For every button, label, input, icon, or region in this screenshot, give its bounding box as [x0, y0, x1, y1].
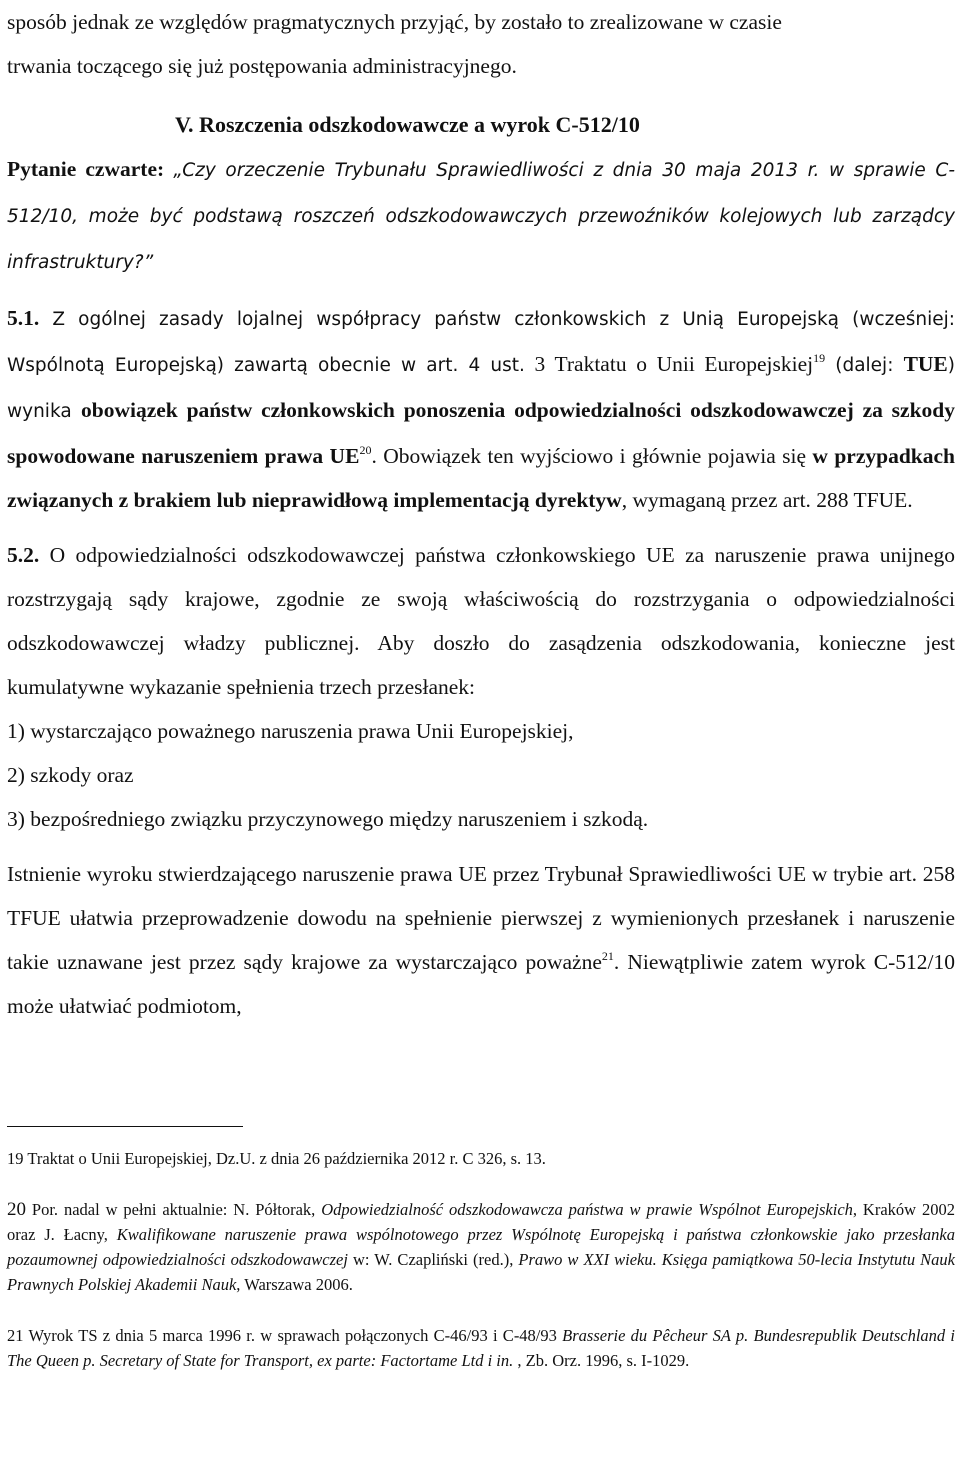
opening-line-1: sposób jednak ze względów pragmatycznych przyjąć, by zostało to zrealizowane w czasie: [7, 10, 782, 34]
paragraph-text: ) wynika: [7, 355, 955, 422]
footnote-title: Odpowiedzialność odszkodowawcza państwa w prawie Wspólnot Europejskich: [321, 1200, 853, 1219]
footnote-text: , Zb. Orz. 1996, s. I-1029.: [513, 1351, 690, 1370]
list-item: 2) szkody oraz: [7, 763, 134, 787]
footnote-text: , Warszawa 2006.: [236, 1275, 353, 1294]
paragraph-5-1: [7, 296, 955, 522]
footnote-number: 20: [7, 1199, 26, 1220]
footnote-text: w: W. Czapliński (red.),: [347, 1250, 519, 1269]
paragraph-text: (dalej:: [825, 355, 904, 376]
footnote-separator: [7, 1126, 243, 1127]
paragraph-text: Istnienie wyroku stwierdzającego naruszenie prawa UE przez Trybunał Sprawiedliwości UE w trybie art.: [7, 862, 918, 886]
paragraph-text: , wymaganą przez art. 288 TFUE.: [621, 488, 913, 512]
paragraph-text: Z ogólnej zasady lojalnej współpracy państw członkowskich z Unią Europejską (wcześniej: Wspólnotą Europejską) zawartą obecnie w art. 4 ust.: [7, 309, 955, 376]
footnote-title: Kwalifikowane naruszenie prawa wspólnotowego przez Wspólnotę Europejską i państwa członkowskie jako przesłanka pozaumownej odpowiedzialności odszkodowawczej: [7, 1225, 956, 1269]
footnotes: [7, 1146, 955, 1399]
document-page: [7, 0, 955, 1028]
footnote-20: [7, 1197, 955, 1297]
paragraph-5-2: [7, 533, 955, 709]
question-paragraph: [7, 147, 955, 285]
footnote-text: 21 Wyrok TS z dnia 5 marca 1996 r. w sprawach połączonych C-46/93 i C-48/93: [7, 1326, 563, 1345]
opening-line-2: trwania toczącego się już postępowania administracyjnego.: [7, 54, 517, 78]
footnote-ref-20[interactable]: 20: [359, 443, 372, 457]
question-text: „Czy orzeczenie Trybunału Sprawiedliwości z dnia 30 maja 2013 r. w sprawie C-512/10, może być podstawą roszczeń odszkodowawczych przewoźników kolejowych lub zarządcy infrastruktury?”: [7, 160, 955, 273]
final-paragraph: [7, 852, 955, 1028]
paragraph-number: 5.1.: [7, 306, 40, 330]
list-item: 3) bezpośredniego związku przyczynowego między naruszeniem i szkodą.: [7, 807, 649, 831]
paragraph-text: 258 TFUE ułatwia przeprowadzenie dowodu na spełnienie pierwszej z wymienionych przesłanek i naruszenie takie uznawane jest przez sądy krajowe za wystarczająco poważne: [7, 862, 955, 974]
bold-emphasis: obowiązek państw członkowskich ponoszenia odpowiedzialności odszkodowawczej za szkody spowodowane naruszeniem prawa UE: [7, 398, 955, 468]
footnote-ref-19[interactable]: 19: [813, 351, 826, 365]
paragraph-text: 3 Traktatu o Unii Europejskiej: [524, 352, 814, 376]
bold-emphasis: w przypadkach związanych z brakiem lub nieprawidłową implementacją dyrektyw: [7, 444, 955, 512]
footnote-title: Prawo w XXI wieku. Księga pamiątkowa 50-lecia Instytutu Nauk Prawnych Polskiej Akademii Nauk: [7, 1250, 955, 1294]
footnote-ref-21[interactable]: 21: [601, 949, 614, 963]
footnote-title: Brasserie du Pêcheur SA p. Bundesrepublik Deutschland i The Queen p. Secretary of State for Transport, ex parte: Factortame Ltd i in.: [7, 1326, 955, 1370]
footnote-text: Por. nadal w pełni aktualnie: N. Półtorak,: [26, 1200, 322, 1219]
opening-paragraph: [7, 0, 955, 88]
footnote-text: , Kraków 2002 oraz J. Łacny,: [7, 1200, 955, 1244]
paragraph-text: Aby doszło do zasądzenia odszkodowania, konieczne jest kumulatywne wykazanie spełnienia trzech przesłanek:: [7, 631, 955, 699]
footnote-21: [7, 1323, 955, 1373]
question-label: Pytanie czwarte:: [7, 157, 174, 181]
section-heading: V. Roszczenia odszkodowawcze a wyrok C-512/10: [175, 112, 640, 137]
list-item: 1) wystarczająco poważnego naruszenia prawa Unii Europejskiej,: [7, 719, 574, 743]
footnote-19: 19 Traktat o Unii Europejskiej, Dz.U. z dnia 26 października 2012 r. C 326, s. 13.: [7, 1149, 546, 1168]
paragraph-text: . Obowiązek ten wyjściowo i głównie pojawia się: [371, 444, 813, 468]
paragraph-number: 5.2.: [7, 543, 40, 567]
paragraph-text: . Niewątpliwie zatem wyrok C-512/10 może ułatwiać podmiotom,: [7, 950, 956, 1018]
paragraph-text: O odpowiedzialności odszkodowawczej państwa członkowskiego UE za naruszenie prawa unijnego rozstrzygają sądy krajowe, zgodnie ze swoją właściwością do rozstrzygania o odpowiedzialności odszkodowawczej władzy publicznej.: [7, 543, 955, 655]
tue-abbreviation: TUE: [903, 352, 948, 376]
